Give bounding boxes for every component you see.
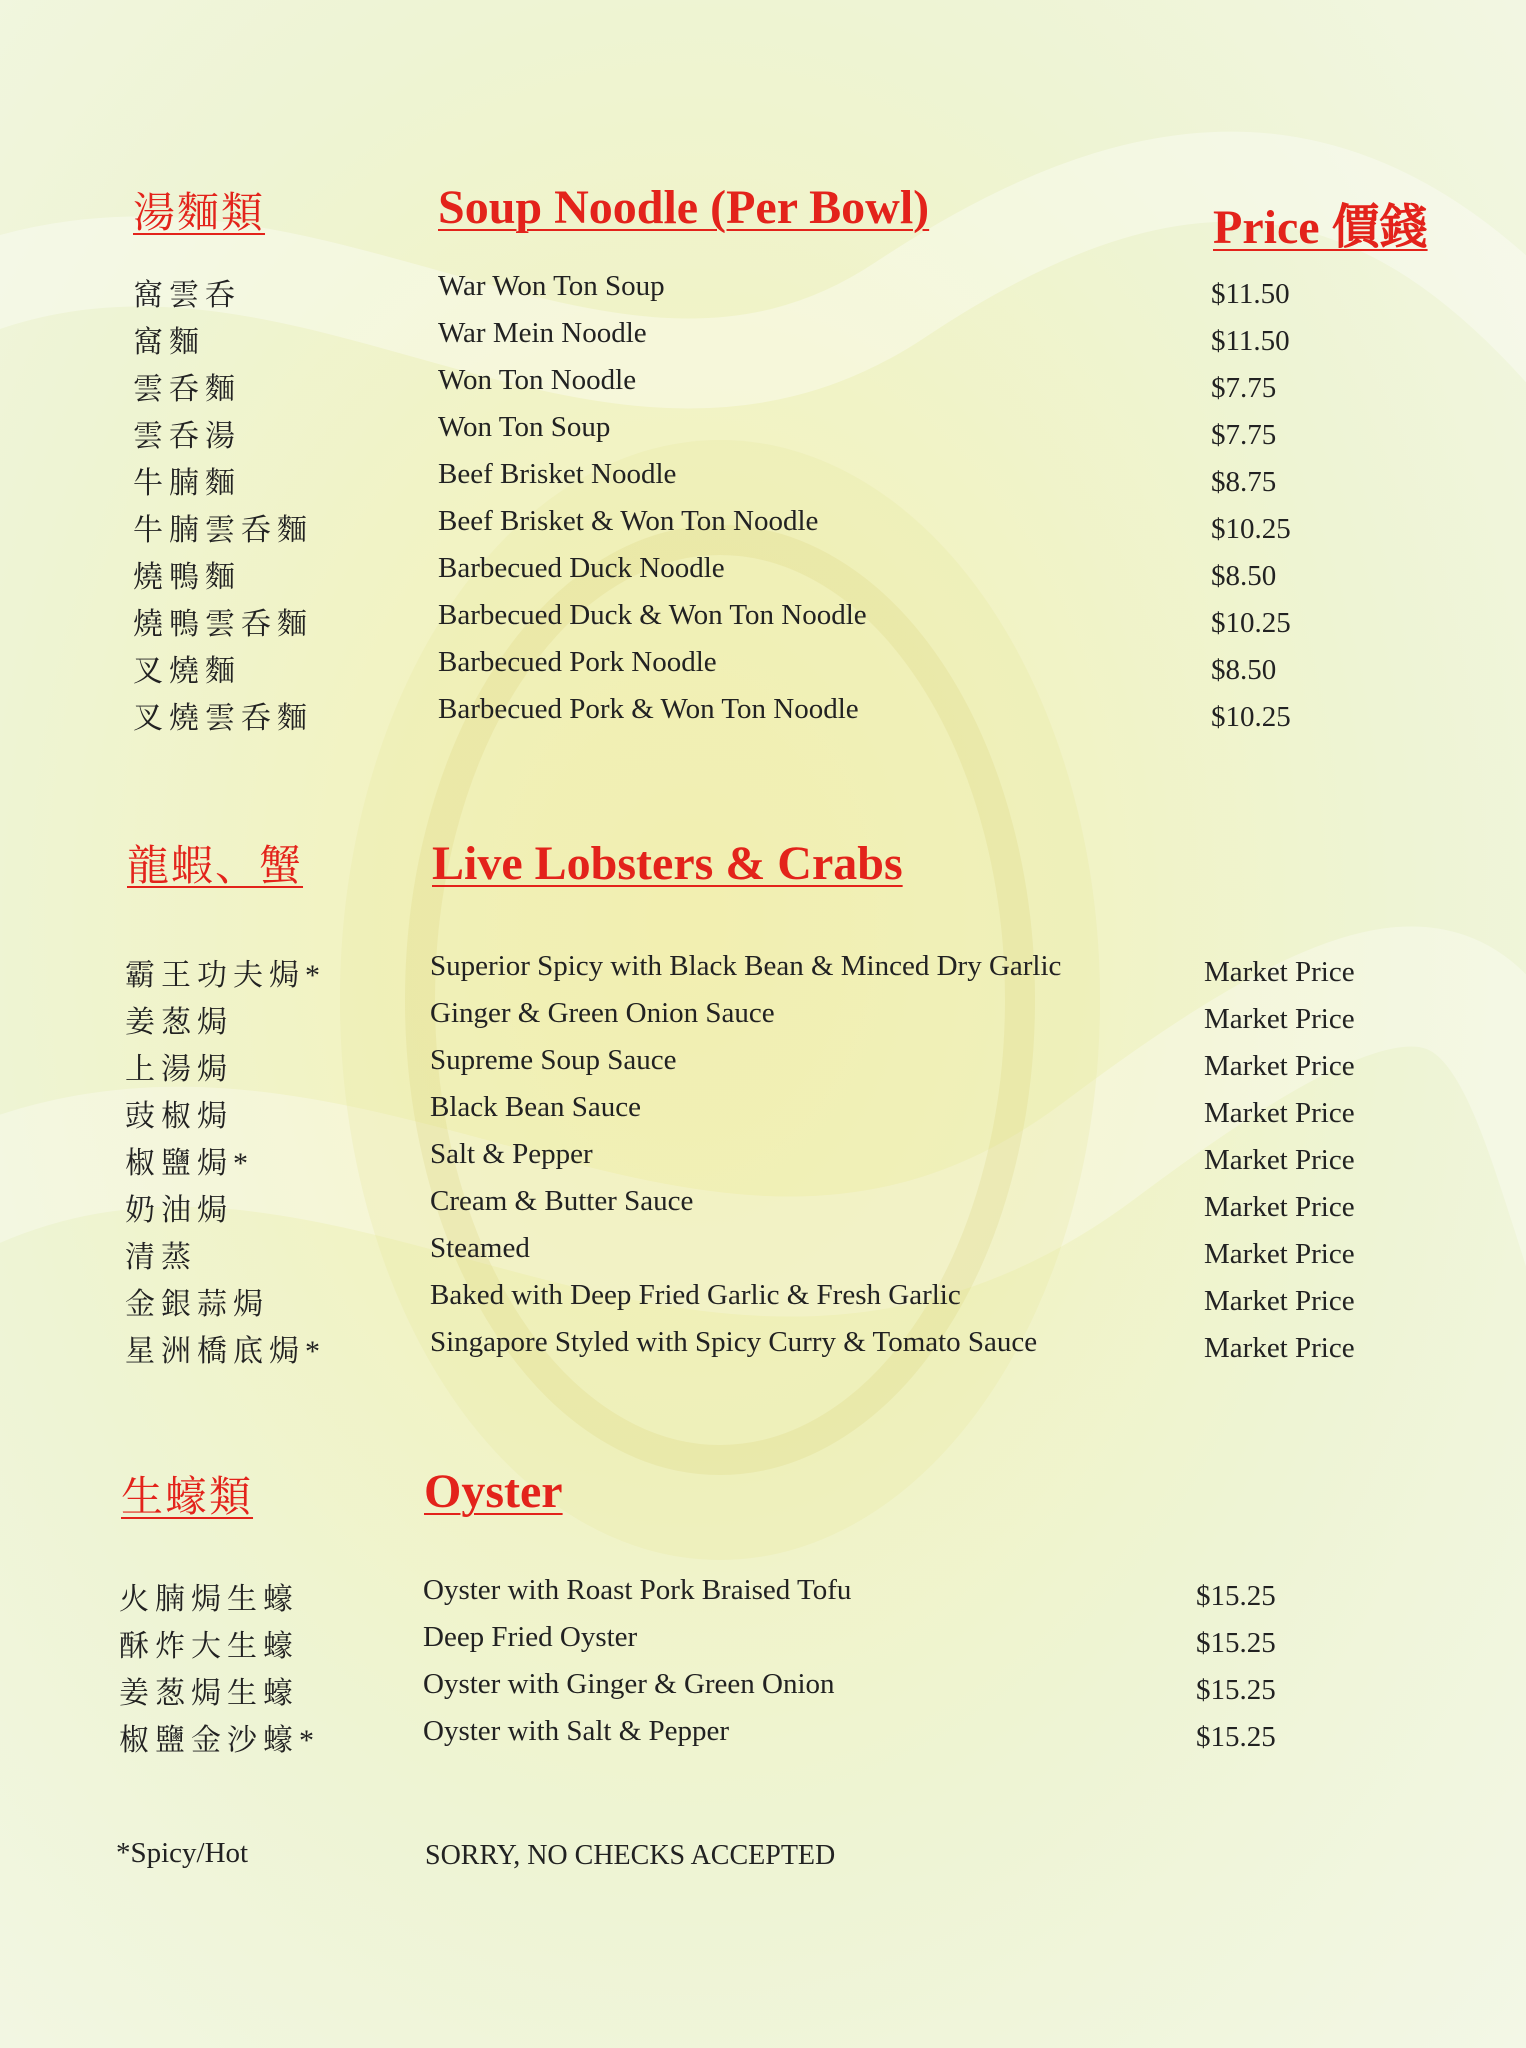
menu-item-price: $15.25 [1196,1674,1276,1706]
menu-item-name: Won Ton Soup [438,411,611,443]
menu-item-zh: 牛腩雲呑麵 [133,514,313,547]
menu-item-price: $10.25 [1211,513,1291,545]
menu-item-name: War Won Ton Soup [438,270,665,302]
menu-item-zh: 牛腩麵 [133,467,241,500]
menu-item-zh: 上湯焗 [125,1053,233,1086]
menu-item-name: Black Bean Sauce [430,1091,641,1123]
menu-item-price: Market Price [1204,1238,1355,1270]
menu-item-zh: 燒鴨雲呑麵 [133,608,313,641]
menu-item-name: Salt & Pepper [430,1138,593,1170]
menu-item-price: $7.75 [1211,419,1277,451]
menu-item-zh: 奶油焗 [125,1194,233,1227]
menu-item-zh: 雲呑麵 [133,373,241,406]
menu-item-price: Market Price [1204,1191,1355,1223]
menu-item-price: $11.50 [1211,325,1290,357]
menu-item-name: Barbecued Duck & Won Ton Noodle [438,599,867,631]
menu-item-name: Barbecued Pork & Won Ton Noodle [438,693,859,725]
menu-item-zh: 叉燒麵 [133,655,241,688]
menu-item-name: Deep Fried Oyster [423,1621,638,1653]
menu-item-name: Oyster with Roast Pork Braised Tofu [423,1574,852,1606]
menu-item-price: Market Price [1204,1097,1355,1129]
menu-item-zh: 燒鴨麵 [133,561,241,594]
menu-item-price: Market Price [1204,1332,1355,1364]
menu-item-price: Market Price [1204,1003,1355,1035]
menu-item-price: $8.50 [1211,560,1277,592]
menu-item-name: Steamed [430,1232,530,1264]
menu-item-price: Market Price [1204,1144,1355,1176]
menu-item-zh: 酥炸大生蠔 [119,1630,299,1663]
spicy-note: *Spicy/Hot [116,1837,249,1869]
menu-item-zh: 豉椒焗 [125,1100,233,1133]
menu-item-name: Won Ton Noodle [438,364,637,396]
menu-item-price: Market Price [1204,1050,1355,1082]
menu-item-name: Supreme Soup Sauce [430,1044,677,1076]
menu-item-name: Baked with Deep Fried Garlic & Fresh Garlic [430,1279,961,1311]
lobster-crab-title: Live Lobsters & Crabs [432,837,903,890]
menu-item-zh: 雲呑湯 [133,420,241,453]
menu-item-zh: 姜葱焗生蠔 [119,1677,299,1710]
menu-item-price: $15.25 [1196,1580,1276,1612]
menu-item-zh: 椒鹽金沙蠔* [119,1724,320,1757]
menu-item-name: Cream & Butter Sauce [430,1185,694,1217]
menu-item-zh: 叉燒雲呑麵 [133,702,313,735]
menu-item-price: Market Price [1204,956,1355,988]
lobster-crab-zh-title: 龍蝦、蟹 [127,844,304,890]
menu-item-price: $11.50 [1211,278,1290,310]
menu-item-name: Oyster with Ginger & Green Onion [423,1668,835,1700]
menu-item-price: $15.25 [1196,1627,1276,1659]
menu-item-zh: 火腩焗生蠔 [119,1583,299,1616]
soup-noodle-zh-title: 湯麵類 [133,191,266,237]
menu-item-zh: 姜葱焗 [125,1006,233,1039]
menu-item-zh: 窩雲呑 [133,279,241,312]
menu-item-zh: 霸王功夫焗* [125,959,326,992]
price-column-title: Price 價錢 [1213,201,1428,254]
menu-item-zh: 椒鹽焗* [125,1147,254,1180]
menu-item-price: $7.75 [1211,372,1277,404]
menu-item-name: Barbecued Duck Noodle [438,552,725,584]
menu-item-price: $15.25 [1196,1721,1276,1753]
menu-item-zh: 清蒸 [125,1241,197,1274]
soup-noodle-title: Soup Noodle (Per Bowl) [438,181,930,234]
menu-item-name: Superior Spicy with Black Bean & Minced Dry Garlic [430,950,1062,982]
no-checks-note: SORRY, NO CHECKS ACCEPTED [425,1840,836,1871]
menu-item-name: Singapore Styled with Spicy Curry & Tomato Sauce [430,1326,1038,1358]
menu-item-name: War Mein Noodle [438,317,647,349]
menu-item-price: Market Price [1204,1285,1355,1317]
menu-item-zh: 窩麵 [133,326,205,359]
menu-item-name: Beef Brisket Noodle [438,458,677,490]
menu-item-name: Oyster with Salt & Pepper [423,1715,730,1747]
oyster-zh-title: 生蠔類 [121,1475,254,1521]
menu-item-price: $8.50 [1211,654,1277,686]
menu-item-zh: 星洲橋底焗* [125,1335,326,1368]
menu-item-name: Beef Brisket & Won Ton Noodle [438,505,819,537]
menu-item-name: Ginger & Green Onion Sauce [430,997,775,1029]
menu-item-name: Barbecued Pork Noodle [438,646,717,678]
menu-item-price: $8.75 [1211,466,1277,498]
menu-item-price: $10.25 [1211,607,1291,639]
oyster-title: Oyster [424,1465,563,1518]
menu-item-zh: 金銀蒜焗 [125,1288,269,1321]
menu-item-price: $10.25 [1211,701,1291,733]
